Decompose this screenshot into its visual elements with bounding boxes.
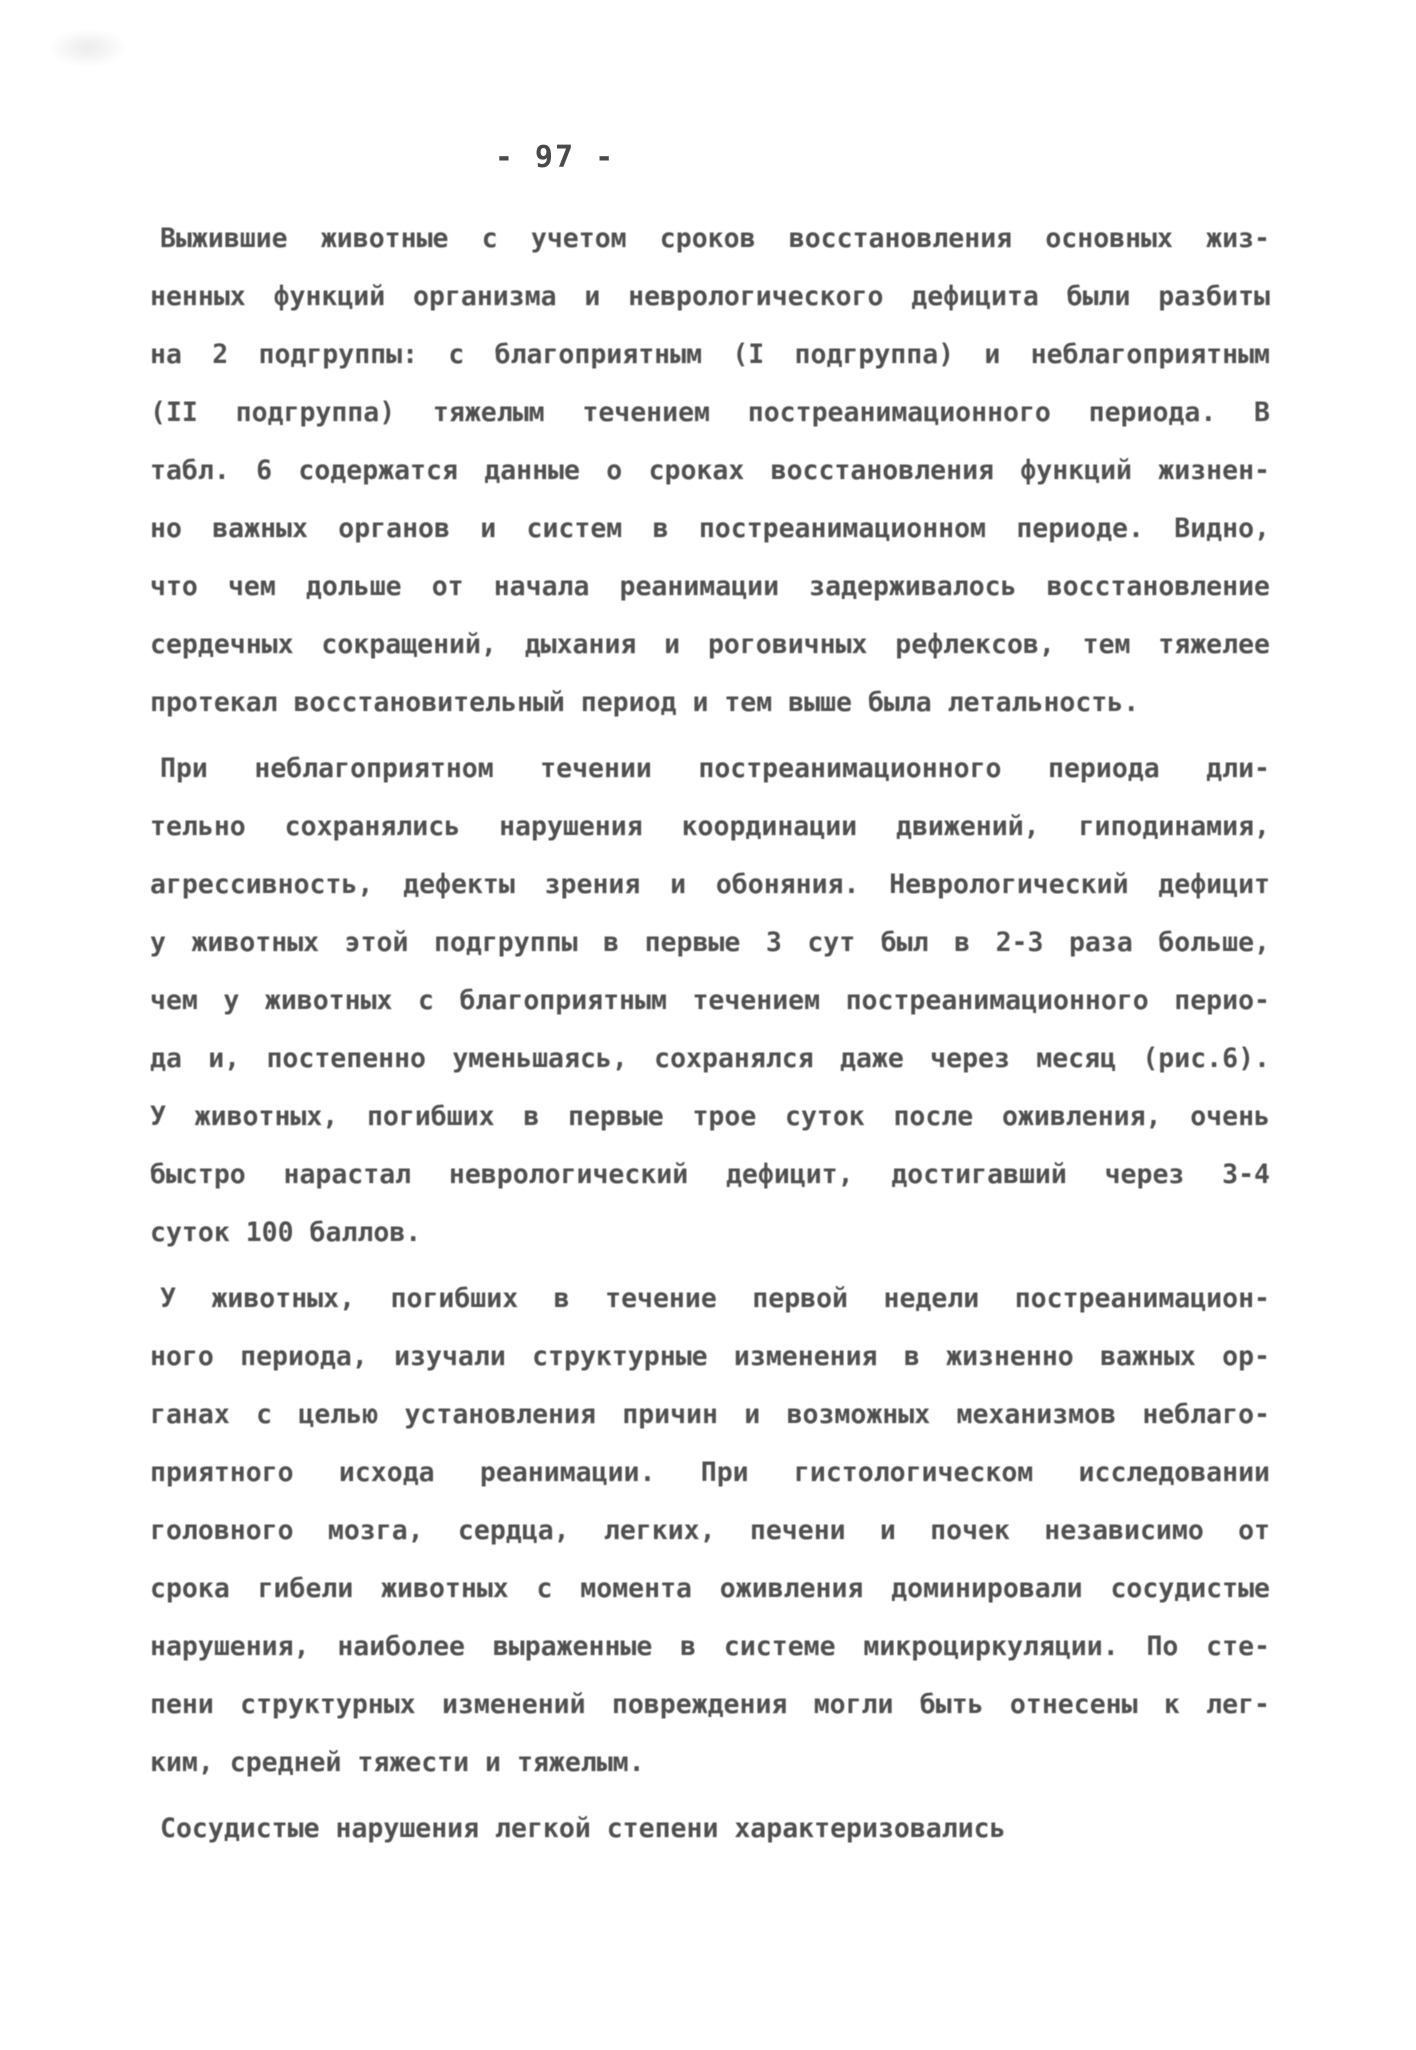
text-line: У животных, погибших в течение первой недели постреанимацион-: [160, 1283, 1270, 1314]
scan-smudge: [48, 28, 128, 68]
paragraph: [150, 740, 1270, 1262]
text-line: приятного исхода реанимации. При гистологическом исследовании: [150, 1457, 1270, 1488]
text-line: Выжившие животные с учетом сроков восстановления основных жиз-: [160, 223, 1270, 254]
text-line: быстро нарастал неврологический дефицит, достигавший через 3-4: [150, 1159, 1270, 1190]
text-line: Сосудистые нарушения легкой степени характеризовались: [160, 1813, 1006, 1844]
text-line: что чем дольше от начала реанимации задерживалось восстановление: [150, 571, 1270, 602]
text-line: нарушения, наиболее выраженные в системе микроциркуляции. По сте-: [150, 1631, 1270, 1662]
paragraph: [150, 210, 1270, 732]
paragraph-gap: [150, 732, 1270, 740]
text-line: пени структурных изменений повреждения могли быть отнесены к лег-: [150, 1689, 1270, 1720]
text-line: ненных функций организма и неврологического дефицита были разбиты: [150, 281, 1270, 312]
text-line: тельно сохранялись нарушения координации движений, гиподинамия,: [150, 811, 1270, 842]
text-line: протекал восстановительный период и тем выше была летальность.: [150, 687, 1140, 718]
text-line: ким, средней тяжести и тяжелым.: [150, 1747, 645, 1778]
text-line: сердечных сокращений, дыхания и роговичных рефлексов, тем тяжелее: [150, 629, 1270, 660]
text-line: срока гибели животных с момента оживления доминировали сосудистые: [150, 1573, 1270, 1604]
text-line: да и, постепенно уменьшаясь, сохранялся даже через месяц (рис.6).: [150, 1043, 1270, 1074]
paragraph: [150, 1270, 1270, 1792]
paragraph-gap: [150, 1262, 1270, 1270]
text-line: головного мозга, сердца, легких, печени и почек независимо от: [150, 1515, 1270, 1546]
text-line: но важных органов и систем в постреанимационном периоде. Видно,: [150, 513, 1270, 544]
text-line: у животных этой подгруппы в первые 3 сут был в 2-3 раза больше,: [150, 927, 1270, 958]
text-line: суток 100 баллов.: [150, 1217, 422, 1248]
paragraph-gap: [150, 1792, 1270, 1800]
text-line: У животных, погибших в первые трое суток после оживления, очень: [150, 1101, 1270, 1132]
text-line: (II подгруппа) тяжелым течением постреанимационного периода. В: [150, 397, 1270, 428]
text-line: табл. 6 содержатся данные о сроках восстановления функций жизнен-: [150, 455, 1270, 486]
page-number: - 97 -: [494, 140, 616, 175]
text-line: чем у животных с благоприятным течением постреанимационного перио-: [150, 985, 1270, 1016]
paragraph: [150, 1800, 1270, 1858]
body-text: [150, 210, 1270, 1858]
text-line: на 2 подгруппы: с благоприятным (I подгруппа) и неблагоприятным: [150, 339, 1270, 370]
text-line: ного периода, изучали структурные изменения в жизненно важных ор-: [150, 1341, 1270, 1372]
text-line: При неблагоприятном течении постреанимационного периода дли-: [160, 753, 1270, 784]
text-line: агрессивность, дефекты зрения и обоняния. Неврологический дефицит: [150, 869, 1270, 900]
text-line: ганах с целью установления причин и возможных механизмов неблаго-: [150, 1399, 1270, 1430]
